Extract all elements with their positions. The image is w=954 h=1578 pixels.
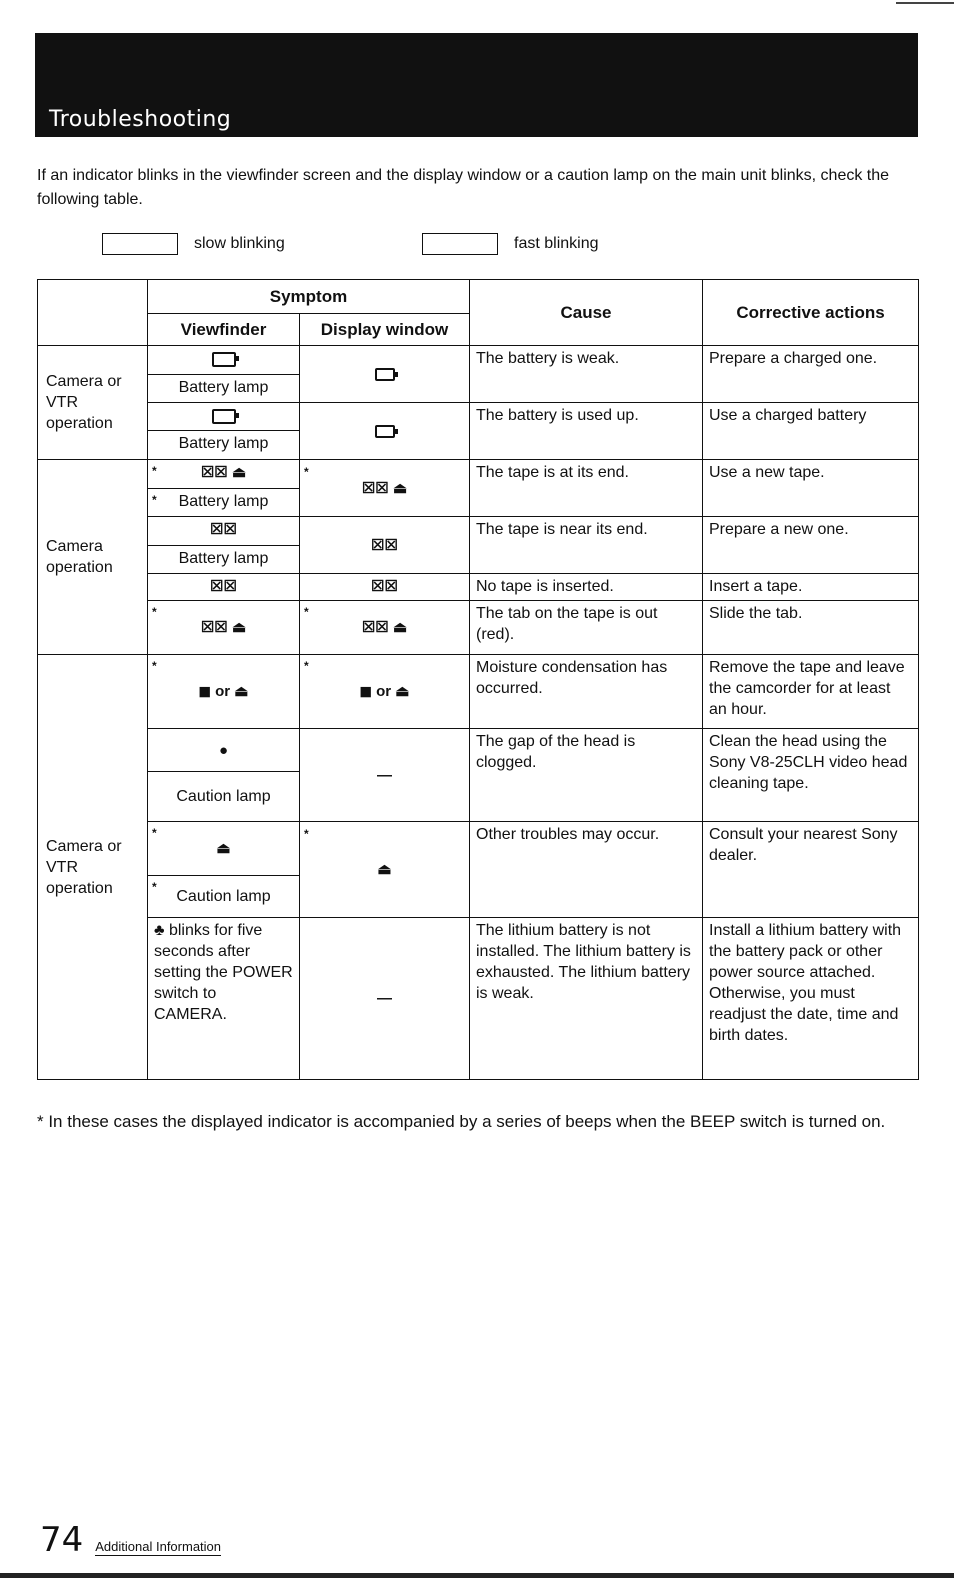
battery-icon bbox=[148, 403, 300, 431]
row7-cause: Moisture condensation has occurred. bbox=[470, 655, 703, 729]
row3-cause: The tape is at its end. bbox=[470, 460, 703, 517]
group-label-1: Camera or VTR operation bbox=[38, 346, 148, 460]
row1-cause: The battery is weak. bbox=[470, 346, 703, 403]
fast-blink-swatch bbox=[422, 233, 498, 255]
eject-icon: ⏏ bbox=[231, 619, 247, 636]
header-viewfinder: Viewfinder bbox=[148, 314, 300, 346]
page-number: 74 bbox=[40, 1520, 84, 1560]
tape-icon: ☒☒ bbox=[148, 517, 300, 546]
caution-lamp-label: Caution lamp bbox=[148, 772, 300, 822]
row9-cause: Other troubles may occur. bbox=[470, 822, 703, 918]
page-footer bbox=[40, 1520, 221, 1560]
tape-icon: ☒☒ bbox=[300, 517, 470, 574]
section-name: Additional Information bbox=[95, 1539, 222, 1554]
row2-action: Use a charged battery bbox=[703, 403, 919, 460]
troubleshooting-table bbox=[37, 279, 919, 1080]
row10-action: Install a lithium battery with the battery pack or other power source attached. Otherwise, you must readjust the date, time and birth dates. bbox=[703, 918, 919, 1080]
header-cause: Cause bbox=[470, 280, 703, 346]
eject-icon: ⏏ bbox=[234, 683, 249, 700]
battery-lamp-label: Battery lamp bbox=[148, 546, 300, 574]
dot-icon: ● bbox=[148, 729, 300, 772]
tape-eject-indicator: * ☒☒ ⏏ bbox=[148, 601, 300, 655]
row8-cause: The gap of the head is clogged. bbox=[470, 729, 703, 822]
row10-cause: The lithium battery is not installed. The lithium battery is exhausted. The lithium battery is weak. bbox=[470, 918, 703, 1080]
top-rule bbox=[896, 2, 954, 4]
tape-icon: ☒☒ bbox=[148, 574, 300, 601]
bottom-rule bbox=[0, 1573, 954, 1578]
eject-indicator: * ⏏ bbox=[300, 822, 470, 918]
row4-cause: The tape is near its end. bbox=[470, 517, 703, 574]
eject-icon: ⏏ bbox=[231, 464, 247, 481]
dash-indicator: — bbox=[300, 729, 470, 822]
row6-action: Slide the tab. bbox=[703, 601, 919, 655]
row5-cause: No tape is inserted. bbox=[470, 574, 703, 601]
eject-indicator: * ⏏ bbox=[148, 822, 300, 876]
row3-action: Use a new tape. bbox=[703, 460, 919, 517]
battery-lamp-label-asterisk: * Battery lamp bbox=[148, 489, 300, 517]
tape-icon: ☒☒ bbox=[200, 464, 228, 481]
group-label-3: Camera or VTR operation bbox=[38, 655, 148, 1080]
eject-icon: ⏏ bbox=[377, 861, 392, 878]
tape-eject-indicator: * ☒☒ ⏏ bbox=[300, 601, 470, 655]
caution-lamp-label-asterisk: * Caution lamp bbox=[148, 876, 300, 918]
legend-fast-label: fast blinking bbox=[514, 235, 599, 252]
battery-icon bbox=[148, 346, 300, 375]
legend-fast bbox=[422, 230, 599, 258]
header-actions: Corrective actions bbox=[703, 280, 919, 346]
legend-slow bbox=[102, 230, 285, 258]
tape-eject-indicator: * ☒☒ ⏏ bbox=[300, 460, 470, 517]
slow-blink-swatch bbox=[102, 233, 178, 255]
header-symptom: Symptom bbox=[148, 280, 470, 314]
battery-lamp-label: Battery lamp bbox=[148, 431, 300, 460]
battery-lamp-label: Battery lamp bbox=[148, 375, 300, 403]
tape-icon: ☒☒ bbox=[300, 574, 470, 601]
tape-eject-indicator: * ☒☒ ⏏ bbox=[148, 460, 300, 489]
eject-icon: ⏏ bbox=[392, 479, 408, 497]
moisture-icon: ◼ bbox=[359, 683, 372, 700]
row2-cause: The battery is used up. bbox=[470, 403, 703, 460]
tape-icon: ☒☒ bbox=[361, 479, 389, 497]
eject-icon: ⏏ bbox=[216, 840, 231, 857]
row5-action: Insert a tape. bbox=[703, 574, 919, 601]
row6-cause: The tab on the tape is out (red). bbox=[470, 601, 703, 655]
row1-action: Prepare a charged one. bbox=[703, 346, 919, 403]
lithium-indicator: ♣ blinks for five seconds after setting the POWER switch to CAMERA. bbox=[148, 918, 300, 1080]
row7-action: Remove the tape and leave the camcorder for at least an hour. bbox=[703, 655, 919, 729]
group-label-2: Camera operation bbox=[38, 460, 148, 655]
page-title: Troubleshooting bbox=[49, 107, 232, 132]
moisture-eject-indicator: * ◼ or ⏏ bbox=[148, 655, 300, 729]
tape-icon: ☒☒ bbox=[361, 619, 389, 636]
lithium-battery-icon: ♣ bbox=[154, 922, 165, 939]
eject-icon: ⏏ bbox=[395, 683, 410, 700]
row8-action: Clean the head using the Sony V8-25CLH video head cleaning tape. bbox=[703, 729, 919, 822]
dash-indicator: — bbox=[300, 918, 470, 1080]
moisture-eject-indicator: * ◼ or ⏏ bbox=[300, 655, 470, 729]
row9-action: Consult your nearest Sony dealer. bbox=[703, 822, 919, 918]
tape-icon: ☒☒ bbox=[200, 619, 228, 636]
intro-text: If an indicator blinks in the viewfinder screen and the display window or a caution lamp on the main unit blinks, check the following table. bbox=[37, 167, 890, 208]
moisture-icon: ◼ bbox=[198, 683, 211, 700]
header-display: Display window bbox=[300, 314, 470, 346]
row4-action: Prepare a new one. bbox=[703, 517, 919, 574]
header-corner bbox=[38, 280, 148, 346]
battery-icon bbox=[300, 346, 470, 403]
title-banner bbox=[35, 33, 918, 137]
battery-icon bbox=[300, 403, 470, 460]
eject-icon: ⏏ bbox=[392, 619, 408, 636]
legend-slow-label: slow blinking bbox=[194, 235, 285, 252]
footnote: * In these cases the displayed indicator is accompanied by a series of beeps when the BEEP switch is turned on. bbox=[37, 1112, 886, 1131]
